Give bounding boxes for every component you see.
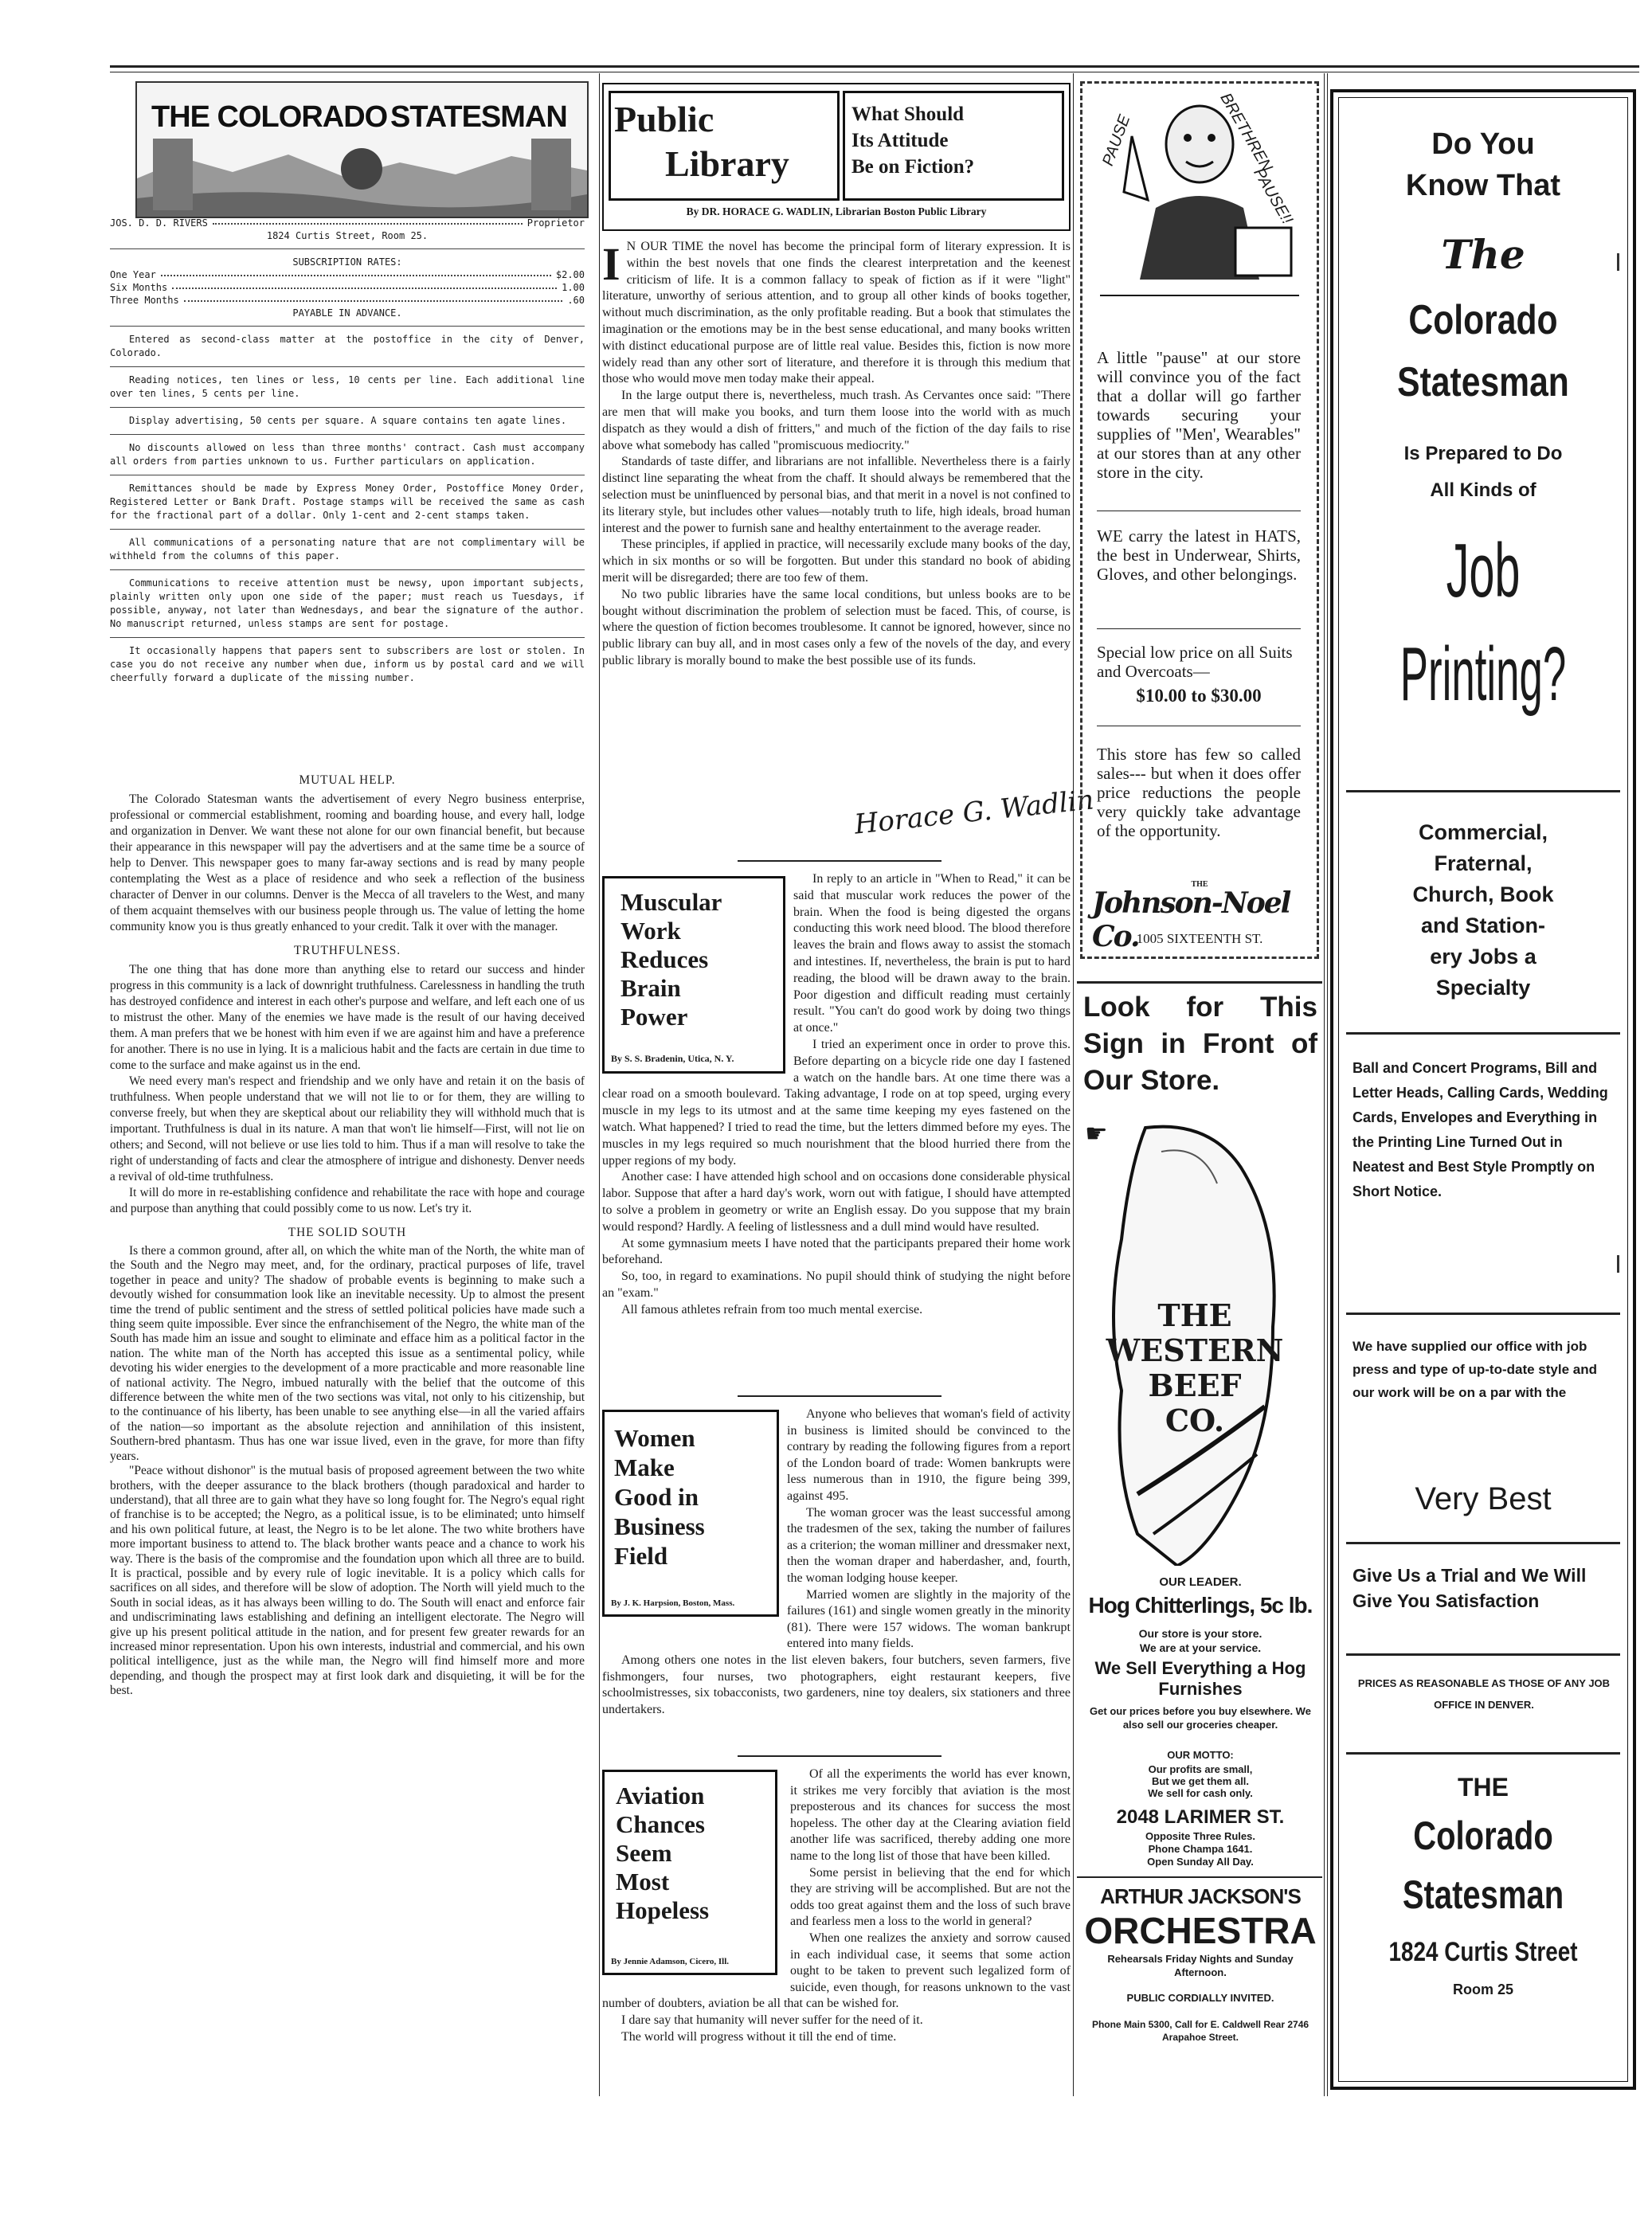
ad-q1: Do You	[1431, 127, 1535, 161]
notice-divider	[110, 366, 585, 367]
sign-line: CO.	[1165, 1403, 1225, 1438]
library-header	[602, 83, 1071, 231]
title-line: Muscular	[620, 888, 722, 916]
beef-leader: OUR LEADER.	[1159, 1575, 1242, 1589]
johnson-noel-ad	[1080, 81, 1319, 959]
paragraph: I tried an experiment once in order to prove this. Before departing on a bicycle ride one day I fastened a watch on the handle bars. At one time there was a clear road on a smooth boulevard. Taking advantage, I rode on at top speed, urging every muscle in my legs to its utmost and at the same time keeping my eyes fastened on the watch. What happened? I tried to read the time, but the letters dimmed before my eyes. The muscles in my legs required so much nourishment that the blood hurried there from the upper regions of my body.	[602, 1037, 1071, 1168]
rate-price: .60	[567, 295, 585, 306]
ad-divider	[1346, 1313, 1620, 1315]
col1-editorials	[110, 773, 585, 1699]
ad-divider	[1346, 1752, 1620, 1755]
title-line: Power	[620, 1003, 688, 1031]
sign-line: BEEF	[1148, 1367, 1242, 1403]
notice-divider	[110, 407, 585, 408]
aviation-article	[602, 1766, 1071, 2045]
ad-prep1: Is Prepared to Do	[1403, 443, 1563, 464]
title-line: Women	[614, 1424, 695, 1452]
ad-trial: Give Us a Trial and We Will Give You Satisfaction	[1353, 1565, 1587, 1611]
ad-the2: THE	[1458, 1773, 1509, 1802]
ad-name3: Colorado	[1413, 1813, 1553, 1858]
publisher-notices	[110, 326, 585, 685]
drop-cap: I	[602, 238, 620, 290]
women-byline: By J. K. Harpsion, Boston, Mass.	[611, 1598, 735, 1608]
title-line: Hopeless	[616, 1896, 710, 1924]
leader-dots	[184, 294, 563, 302]
notice: Remittances should be made by Express Money Order, Postoffice Money Order, Registered Letter or Bank Draft. Postage stamps will be received the same as cash for the fractional part of a dollar. Only 1-cent and 2-cent stamps taken.	[110, 483, 585, 521]
column-rule	[1327, 73, 1328, 2096]
paragraph: The one thing that has done more than anything else to retard our success and hinder progress in this community is a lack of downright truthfulness. Carelessness in handling the truth has destroyed confidence and interest in each other's purpose and welfare, and left each one of us to mistrust the other. Many of the enemies we have made is the result of our having deceived them. A man prefers that we be honest with him even if we are against him and have a preference for another. There is no use in lying. It is a malicious habit and the facts are certain in due time to come to the surface and make against us in the end.	[110, 963, 585, 1072]
cartoon-word: BRETHREN	[1216, 90, 1276, 175]
ad-supplied: We have supplied our office with job press and type of up-to-date style and our work will be on a par with the	[1353, 1339, 1597, 1400]
beef-details	[1080, 1830, 1321, 1868]
paragraph: We need every man's respect and friendship and we only have and retain it on the basis of truthfulness. When people understand that we will not lie to or for them, they are willing to converse freely, but when they are skeptical about our reliability they will withhold much that is important. Truthfulness is dual in its nature. A man that won't lie himself—First, will not lie on others; and Second, will not believe or use lies told to him. Thus if a man will resolve to take the right of understanding of facts and clear the atmosphere of intrigue and dishonesty. Denver needs a revival of old-time truthfulness.	[110, 1074, 585, 1183]
rate-price: $2.00	[555, 269, 585, 280]
orchestra-invite: PUBLIC CORDIALLY INVITED.	[1126, 1992, 1274, 2004]
johnson-text-1: A little "pause" at our store will convince you of the fact that a dollar will go farther towards securing your supplies of "Men', Wearables" at our stores than at any other store in the city.	[1097, 348, 1301, 482]
notice: Entered as second-class matter at the postoffice in the city of Denver, Colorado.	[110, 334, 585, 358]
muscular-article	[602, 871, 1071, 1319]
aviation-byline: By Jennie Adamson, Cicero, Ill.	[611, 1957, 730, 1966]
library-text	[602, 239, 1071, 670]
top-rule	[110, 65, 1639, 68]
edge-mark	[1617, 1255, 1619, 1273]
edge-mark	[1617, 253, 1619, 271]
ad-rule	[1077, 1876, 1322, 1878]
motto-line: We sell for cash only.	[1148, 1787, 1253, 1799]
ad-q2: Know That	[1405, 169, 1561, 202]
rate-row	[110, 294, 585, 307]
question-line: Be on Fiction?	[851, 156, 975, 178]
cartoon-words	[1082, 84, 1317, 338]
solid-south-heading: THE SOLID SOUTH	[288, 1226, 407, 1239]
paragraph: Among others one notes in the list eleven bakers, four butchers, seven farmers, five fishmongers, four nurses, two photographers, eight restaurant keepers, five schoolmistresses, six tobacconists, two gardeners, nine toy dealers, six stationers and three undertakers.	[602, 1653, 1071, 1716]
paragraph: "Peace without dishonor" is the mutual basis of proposed agreement between the two white brothers, with the deeper assurance to the black brothers (though paradoxical and harder to understand), that all three are to gain what they have so long fought for. The Negro's equal right of franchise is to be accepted; the Negro, as a political issue, is to be eliminated; unto himself and his own political future, at least, the Negro is to be let alone. The two white brothers have more important business to attend to. The black brother wants peace and a chance to work his way. There is the basis of the compromise and the foundation upon which all three are to build. It is practical, possible and by every rule of logic inevitable. It is a policy which calls for sacrifices on all sides, and therefore will be slow of adoption. The North will yield much to the South in social ideas, as it has always been willing to do. The South will enact and enforce fair and undiscriminating laws establishing and defining an intelligent electorate. The Negro will give up his present political attitude in the nation, and for present few greater rewards for an increased minor representation. Upon his own interests, industrial and commercial, and his own political intelligence, just as the while man, the Negro will find himself more and more depending, and though the prospect may at first look dark and disquieting, it will be for the best.	[110, 1464, 585, 1698]
paragraph: The woman grocer was the least successful among the tradesmen of the sex, taking the number of failures as a criterion; the woman milliner and dressmaker next, then the woman draper and haberdasher, and, fourth, the woman lodging house keeper.	[787, 1505, 1071, 1585]
specialty-line: ery Jobs a	[1430, 945, 1537, 968]
orchestra-leader: ARTHUR JACKSON'S	[1100, 1884, 1301, 1908]
johnson-noel-logo: Johnson-Noel Co.	[1092, 886, 1290, 953]
paragraph: The world will progress without it till the end of time.	[621, 2029, 897, 2044]
notice: Communications to receive attention must be newsy, upon important subjects, plainly written only upon one side of the paper; must reach us Tuesdays, if possible, anyway, not later than Wednesdays, and bear the signature of the author. No manuscript returned, unless stamps are sent for postage.	[110, 577, 585, 629]
wadlin-signature: Horace G. Wadlin	[852, 784, 1096, 841]
johnson-text-2: WE carry the latest in HATS, the best in Underwear, Shirts, Gloves, and other belongings.	[1097, 526, 1301, 584]
paragraph: Anyone who believes that woman's field of activity in business is limited should be convinced to the contrary by reading the following figures from a report of the London board of trade: Women bankrupts were less numerous than in 1910, the figure being 399, against 495.	[787, 1407, 1071, 1503]
ad-name1: Colorado	[1408, 297, 1558, 343]
library-title-2: Library	[665, 143, 789, 184]
section-rule	[738, 1395, 941, 1397]
store-line: We are at your service.	[1139, 1641, 1262, 1654]
title-line: Good in	[614, 1483, 699, 1511]
paragraph: Married women are slightly in the majority of the failures (161) and single women greatly in the minority (81). There were 157 widows. The woman bankrupt entered into many fields.	[787, 1587, 1071, 1651]
title-line: Field	[614, 1542, 668, 1570]
title-line: Work	[620, 917, 681, 945]
question-line: What Should	[851, 104, 965, 125]
paragraph: The Colorado Statesman wants the advertisement of every Negro business enterprise, professional or commercial establishment, rooming and boarding house, and every hall, lodge and organization in Denver. We want these not alone for our own financial benefit, but because their appearance in this newspaper will pay the advertisers and at the same time be a source of help to Denver. This newspaper goes to many far-away sections and is read by many people contemplating the West as a place of residence and who seek a reflection of the business character of Denver in our columns. Denver is the Mecca of all travelers to the West, and many of them acquaint themselves with our business people through us. The value of letting the home community know you is thus greatly enhanced to your credit. Talk it over with the manager.	[110, 792, 585, 933]
statesman-job-ad	[1330, 89, 1636, 2090]
paragraph: Of all the experiments the world has ever known, it strikes me very forcibly that aviation is the most preposterous and its chances for success the most hopeless. The other day at the Clearing aviation field another life was sacrificed, thereby adding one more name to the long list of those that have been killed.	[790, 1767, 1071, 1863]
subscription-rates	[110, 268, 585, 307]
pointing-hand-icon: ☛	[1085, 1119, 1108, 1148]
johnson-text-4: This store has few so called sales--- but when it does offer price reductions the people very quickly take advantage of the opportunity.	[1097, 745, 1301, 840]
column-rule	[599, 73, 600, 2096]
ad-street: 1824 Curtis Street	[1388, 1937, 1578, 1967]
sign-line: WESTERN	[1106, 1332, 1284, 1368]
paragraph: N OUR TIME the novel has become the principal form of literary expression. It is within the best novels that one finds the clearest interpretation and the keenest criticism of life. It is a common fallacy to speak of fiction as if it were "light" literature, unworthy of serious attention, and to group all other kinds of books together, without much discrimination, as the only profitable reading. But a book that stimulates the imagination or the emotions may be in the best sense educational, and many books written with distinct educational purpose are of little real value. Besides this, fiction is now more widely read than any other sort of literature, and therefore it is through this medium that those who would move men today make their appeal.	[602, 240, 1071, 386]
truthfulness-text	[110, 962, 585, 1217]
detail-line: Open Sunday All Day.	[1147, 1856, 1254, 1868]
cartoon-word: PAUSE	[1099, 112, 1134, 169]
ad-prep2: All Kinds of	[1430, 479, 1537, 501]
masthead-title-left: THE COLORADO	[151, 100, 388, 134]
paragraph: All famous athletes refrain from too much mental exercise.	[621, 1302, 923, 1316]
beef-headline: Look for This Sign in Front of Our Store.	[1083, 992, 1317, 1096]
johnson-text-3: Special low price on all Suits and Overcoats—	[1097, 643, 1293, 681]
paragraph: Some persist in believing that the end for which they are striving will be accomplished. But are not the odds too great against them and the loss of such brave and fearless men a loss to the world in general?	[790, 1865, 1071, 1929]
solid-south-text	[110, 1244, 585, 1699]
paragraph: So, too, in regard to examinations. No pupil should think of studying the night before an "exam."	[602, 1270, 1071, 1300]
subscription-heading: SUBSCRIPTION RATES:	[292, 256, 402, 268]
paragraph: No two public libraries have the same local conditions, but unless books are to be bought without discrimination the problem of selection must be faced. This, of course, is where the question of fiction becomes troublesome. It cannot be ignored, however, since no public library can buy all, and in most cases only a few of the novels of the day, and every public library is morally bound to make the best possible use of its funds.	[602, 587, 1071, 667]
title-line: Seem	[616, 1839, 672, 1867]
ad-divider	[1346, 1032, 1620, 1035]
office-address: 1824 Curtis Street, Room 25.	[266, 230, 429, 241]
johnson-price: $10.00 to $30.00	[1136, 686, 1262, 706]
ad-divider	[1346, 1653, 1620, 1656]
paragraph: When one realizes the anxiety and sorrow caused in each individual case, it seems that some action ought to be taken to prevent such legalized form of suicide, even though, for reasons unknown to the vast number of doubters, aviation be all that can be wished for.	[602, 1931, 1071, 2011]
fiction-question-box	[843, 91, 1064, 201]
orchestra-title: ORCHESTRA	[1084, 1910, 1317, 1951]
women-article	[602, 1406, 1071, 1718]
western-beef-ad	[1080, 986, 1321, 1830]
ad-divider	[1346, 1542, 1620, 1544]
notice: No discounts allowed on less than three months' contract. Cash must accompany all orders from parties unknown to us. Further particulars on application.	[110, 442, 585, 467]
notice: Reading notices, ten lines or less, 10 cents per line. Each additional line over ten lines, 5 cents per line.	[110, 374, 585, 399]
rate-row	[110, 281, 585, 294]
specialty-line: and Station-	[1421, 914, 1545, 937]
johnson-divider	[1097, 628, 1301, 629]
sign-line: THE	[1157, 1297, 1232, 1333]
motto-line: But we get them all.	[1151, 1775, 1250, 1787]
beef-store-lines	[1080, 1626, 1321, 1655]
library-byline: By DR. HORACE G. WADLIN, Librarian Boston Public Library	[686, 205, 987, 217]
proprietor-name: JOS. D. D. RIVERS	[110, 217, 208, 229]
beef-sign	[1099, 1298, 1290, 1438]
ad-divider	[1346, 790, 1620, 792]
masthead-title-right: STATESMAN	[390, 100, 567, 134]
question-line: Its Attitude	[851, 130, 949, 151]
library-article	[602, 239, 1071, 670]
specialty-line: Church, Book	[1412, 882, 1554, 906]
section-rule	[738, 860, 941, 862]
detail-line: Phone Champa 1641.	[1148, 1843, 1253, 1855]
ad-the: The	[1441, 231, 1525, 278]
payable-in-advance: PAYABLE IN ADVANCE.	[292, 307, 402, 319]
title-line: Brain	[620, 974, 681, 1002]
paragraph: Is there a common ground, after all, on which the white man of the North, the white man of the South and the Negro may meet, and, for the ordinary, practical purposes of life, travel together in peace and unity? The shadow of probable events is beginning to make such a devoutly wished for consummation look like an inevitable necessity. Up to almost the present time the trend of public sentiment and the stress of settled political policies have made such a thing seem quite impossible. Ever since the enfranchisement of the Negro, the white man of the South has made him an issue and sought to eliminate and efface him as a political factor in the nation. The white man of the North has accepted this issue as a sentimental policy, while devoting his wider energies to the development of a more practicable and more reasonable line of national activity. The Negro, imbued naturally with the belief that the outcome of this difference between the white men of the two sections was vital, not only to his citizenship, but to the continuance of his liberty, has been unable to see anything else—in all the varied affairs of the nation—so important as the absolute rejection and annihilation of this insistent, Southern-bred phantasm. Thus has one war issue lived, even in the grave, for more than fifty years.	[110, 1244, 585, 1463]
rate-term: Three Months	[110, 295, 179, 306]
paragraph: These principles, if applied in practice, will necessarily exclude many books of the day, which in six months or so will be forgotten. But under this standard no book of abiding merit will be disregarded; there are too few of them.	[602, 538, 1071, 585]
title-line: Chances	[616, 1810, 705, 1838]
notice-divider	[110, 434, 585, 435]
cartoon-word: PAUSE!!	[1250, 165, 1297, 228]
notice: Display advertising, 50 cents per square. A square contains ten agate lines.	[129, 415, 567, 426]
masthead-info	[110, 217, 585, 685]
ad-rule	[1077, 981, 1322, 984]
detail-line: Opposite Three Rules.	[1145, 1830, 1255, 1842]
hog-chitterlings: Hog Chitterlings, 5c lb.	[1088, 1593, 1313, 1618]
notice-divider	[110, 529, 585, 530]
title-line: Aviation	[616, 1782, 705, 1809]
ad-name2: Statesman	[1397, 359, 1569, 405]
notice-divider	[110, 326, 585, 327]
ad-very-best: Very Best	[1415, 1481, 1552, 1516]
johnson-address: 1005 SIXTEENTH ST.	[1136, 931, 1263, 946]
johnson-the: THE	[1191, 880, 1208, 889]
store-line: Our store is your store.	[1138, 1627, 1262, 1640]
notice: All communications of a personating nature that are not complimentary will be withheld from the columns of this paper.	[110, 537, 585, 561]
title-line: Most	[616, 1868, 670, 1895]
paragraph: Standards of taste differ, and librarians are not infallible. Nevertheless there is a fairly distinct line separating the wheat from the chaff. It should always be remembered that the selection must be uninfluenced by personal bias, and that merit in a novel is not confined to its literary style, but includes other values—notably truth to life, high ideals, broad human interest and the power to furnish sane and healthy entertainment to the average reader.	[602, 455, 1071, 535]
specialty-line: Commercial,	[1418, 820, 1548, 844]
notice-divider	[110, 569, 585, 570]
ad-list: Ball and Concert Programs, Bill and Letter Heads, Calling Cards, Wedding Cards, Envelopes and Everything in the Printing Line Turned Out in Neatest and Best Style Promptly on Short Notice.	[1353, 1060, 1608, 1199]
proprietor-role: Proprietor	[527, 217, 585, 229]
paragraph: Another case: I have attended high school and on occasions done considerable physical labor. Suppose that after a hard day's work, worn out with fatigue, I should have attempted to solve a problem in geometry or write an English essay. Do you suppose that my brain would respond? Hardly. A feeling of listlessness and a dull mind would have resulted.	[602, 1170, 1071, 1234]
specialty-line: Specialty	[1435, 976, 1531, 1000]
leader-dots	[161, 268, 551, 276]
library-title-1: Public	[614, 99, 714, 139]
paragraph: It will do more in re-establishing confidence and rehabilitate the race with hope and courage and purpose than anything that could possibly come to us now. Let's try it.	[110, 1186, 585, 1215]
beef-address: 2048 LARIMER ST.	[1116, 1806, 1285, 1828]
specialty-line: Fraternal,	[1434, 851, 1533, 875]
fiction-question	[845, 93, 1062, 180]
column-rule	[1324, 73, 1325, 2096]
rate-term: Six Months	[110, 282, 168, 293]
title-line: Business	[614, 1512, 705, 1540]
paragraph: I dare say that humanity will never suffer for the need of it.	[621, 2013, 923, 2027]
muscular-byline: By S. S. Bradenin, Utica, N. Y.	[611, 1053, 734, 1064]
beef-motto-heading: OUR MOTTO:	[1167, 1749, 1234, 1761]
mutual-help-text	[110, 792, 585, 935]
ad-prices: PRICES AS REASONABLE AS THOSE OF ANY JOB OFFICE IN DENVER.	[1357, 1677, 1611, 1711]
rate-price: 1.00	[562, 282, 585, 293]
truthfulness-heading: TRUTHFULNESS.	[293, 944, 401, 957]
title-line: Reduces	[620, 945, 709, 973]
ad-printing: Printing?	[1400, 632, 1567, 717]
ad-name4: Statesman	[1402, 1872, 1564, 1917]
notice-divider	[110, 637, 585, 638]
paragraph: At some gymnasium meets I have noted that the participants prepared their home work beforehand.	[602, 1236, 1071, 1267]
paragraph: In the large output there is, nevertheless, much trash. As Cervantes once said: "There are men that will make you books, and turn them loose into the world with as much dispatch as they would a dish of fritters," and much of the fiction of the day fails to rise above what somebody has called "promiscuous mediocrity."	[602, 389, 1071, 452]
title-line: Make	[614, 1453, 675, 1481]
orchestra-phone: Phone Main 5300, Call for E. Caldwell Rear 2746 Arapahoe Street.	[1091, 2019, 1309, 2043]
notice: It occasionally happens that papers sent to subscribers are lost or stolen. In case you do not receive any number when due, inform us by postal card and we will cheerfully forward a duplicate of the missing number.	[110, 645, 585, 683]
masthead	[135, 81, 589, 218]
rate-row	[110, 268, 585, 281]
orchestra-rehearsals: Rehearsals Friday Nights and Sunday Afternoon.	[1107, 1953, 1294, 1978]
leader-dots	[172, 281, 557, 289]
beef-motto	[1080, 1763, 1321, 1799]
beef-prices: Get our prices before you buy elsewhere. We also sell our groceries cheaper.	[1090, 1705, 1311, 1731]
column-rule	[1073, 73, 1074, 2096]
section-rule	[738, 1755, 941, 1757]
rate-term: One Year	[110, 269, 156, 280]
paragraph: In reply to an article in "When to Read," it can be said that muscular work reduces the power of the brain. When the food is being digested the organs conducting this work need blood. The blood therefore leaves the brain and flows away to assist the stomach and intestines. If, nevertheless, the brain is put to hard reading, the blood will be drawn away to the brain. Poor digestion and difficult reading must certainly result. "You can't do good work by doing two things at once."	[793, 872, 1071, 1035]
library-title-box	[609, 91, 840, 201]
motto-line: Our profits are small,	[1148, 1763, 1253, 1775]
beef-sell: We Sell Everything a Hog Furnishes	[1094, 1658, 1306, 1699]
ad-specialties	[1333, 817, 1633, 1003]
ad-room: Room 25	[1452, 1982, 1514, 1997]
orchestra-ad	[1080, 1884, 1321, 2091]
mutual-help-heading: MUTUAL HELP.	[299, 773, 396, 787]
ad-job: Job	[1446, 528, 1521, 613]
